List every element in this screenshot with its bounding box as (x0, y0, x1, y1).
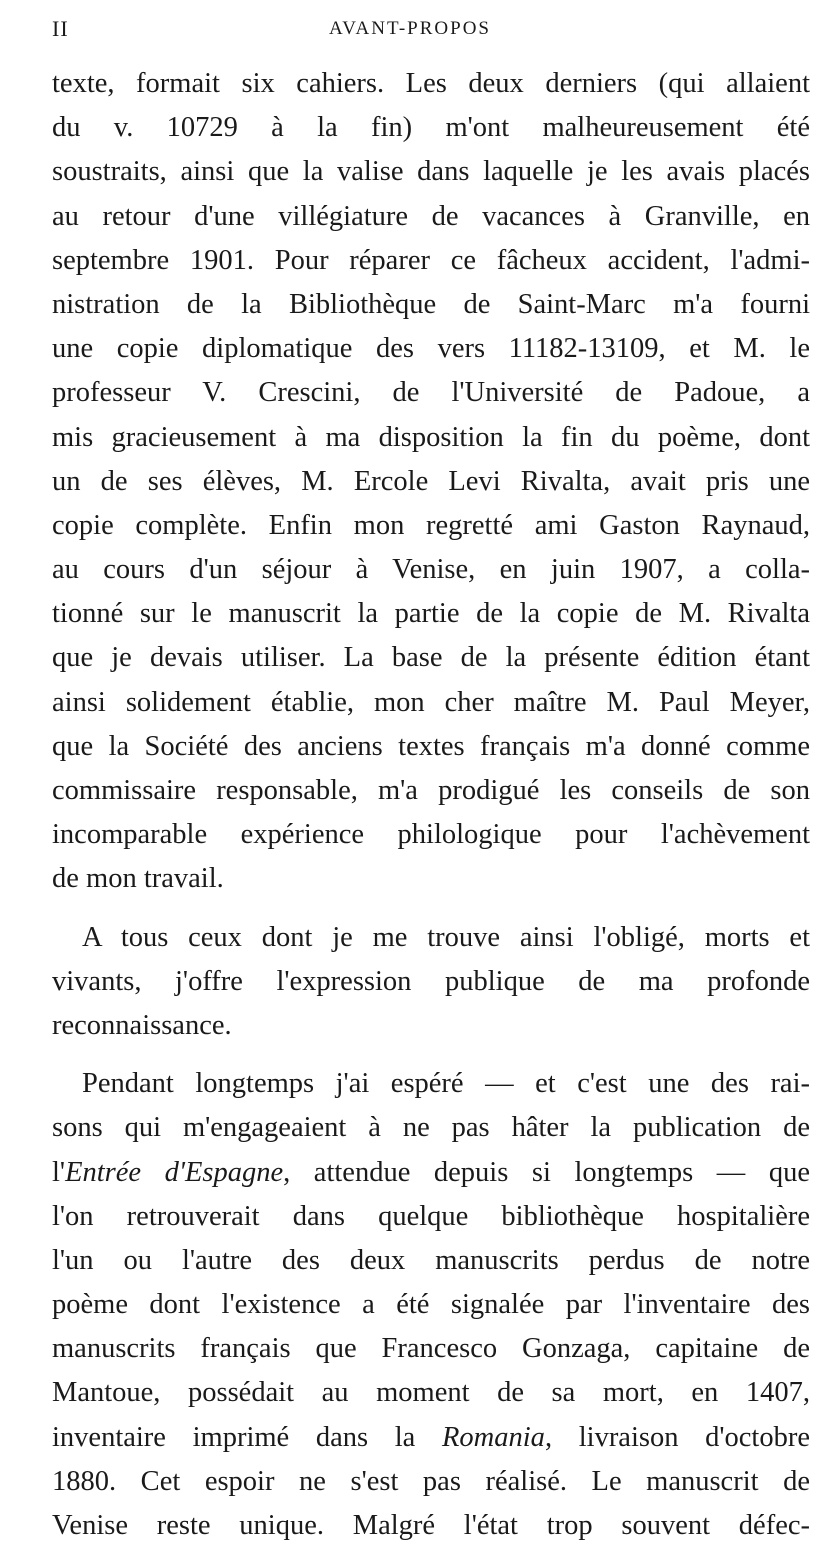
text-line: commissaire responsable, m'a prodigué les conseils de son (52, 775, 810, 806)
text-line: de mon travail. (52, 863, 224, 895)
running-title: AVANT-PROPOS (329, 18, 491, 39)
text-line: au retour d'une villégiature de vacances à Granville, en (52, 200, 810, 232)
running-head (0, 10, 820, 50)
text-line: poème dont l'existence a été signalée par l'inventaire des (52, 1289, 810, 1321)
text-line: Mantoue, possédait au moment de sa mort, en 1407, (52, 1377, 810, 1409)
text-line: mis gracieusement à ma disposition la fin du poème, dont (52, 421, 810, 453)
text-line: 1880. Cet espoir ne s'est pas réalisé. Le manuscrit de (52, 1465, 810, 1497)
paragraph (52, 1062, 810, 1548)
text-line: professeur V. Crescini, de l'Université de Padoue, a (52, 377, 810, 409)
text-line: copie complète. Enfin mon regretté ami Gaston Raynaud, (52, 509, 810, 541)
text-line: texte, formait six cahiers. Les deux derniers (qui allaient (52, 68, 810, 99)
page-number: II (52, 16, 69, 41)
body-text (52, 62, 810, 1548)
text-line: un de ses élèves, M. Ercole Levi Rivalta, avait pris une (52, 465, 810, 497)
text-line: sons qui m'engageaient à ne pas hâter la publication de (52, 1112, 810, 1144)
text-line: du v. 10729 à la fin) m'ont malheureusement été (52, 112, 810, 144)
text-line: au cours d'un séjour à Venise, en juin 1907, a colla- (52, 554, 810, 586)
paragraph-gap (52, 902, 810, 916)
text-line: une copie diplomatique des vers 11182-13109, et M. le (52, 333, 810, 365)
text-line: ainsi solidement établie, mon cher maître M. Paul Meyer, (52, 686, 810, 718)
text-line: Venise reste unique. Malgré l'état trop souvent défec- (52, 1510, 810, 1541)
text-line: inventaire imprimé dans la Romania, livraison d'octobre (52, 1421, 810, 1453)
text-line: l'un ou l'autre des deux manuscrits perdus de notre (52, 1244, 810, 1276)
text-line: soustraits, ainsi que la valise dans laquelle je les avais placés (52, 156, 810, 188)
text-line: A tous ceux dont je me trouve ainsi l'obligé, morts et (82, 921, 810, 953)
text-line: l'Entrée d'Espagne, attendue depuis si longtemps — que (52, 1156, 810, 1188)
italic-title: Romania (442, 1421, 545, 1453)
paragraph-gap (52, 1048, 810, 1062)
text-line: que la Société des anciens textes français m'a donné comme (52, 730, 810, 762)
text-line: l'on retrouverait dans quelque bibliothèque hospitalière (52, 1200, 810, 1232)
text-line: Pendant longtemps j'ai espéré — et c'est une des rai- (82, 1068, 810, 1100)
text-line: tionné sur le manuscrit la partie de la copie de M. Rivalta (52, 598, 810, 630)
text-line: que je devais utiliser. La base de la présente édition étant (52, 642, 810, 674)
text-line: nistration de la Bibliothèque de Saint-Marc m'a fourni (52, 288, 810, 320)
text-line: septembre 1901. Pour réparer ce fâcheux accident, l'admi- (52, 244, 810, 276)
text-line: manuscrits français que Francesco Gonzaga, capitaine de (52, 1333, 810, 1365)
text-line: reconnaissance. (52, 1009, 232, 1041)
text-line: incomparable expérience philologique pour l'achèvement (52, 819, 810, 851)
text-line: vivants, j'offre l'expression publique de ma profonde (52, 965, 810, 997)
paragraph (52, 916, 810, 1049)
paragraph (52, 62, 810, 902)
italic-title: Entrée d'Espagne (65, 1156, 284, 1188)
